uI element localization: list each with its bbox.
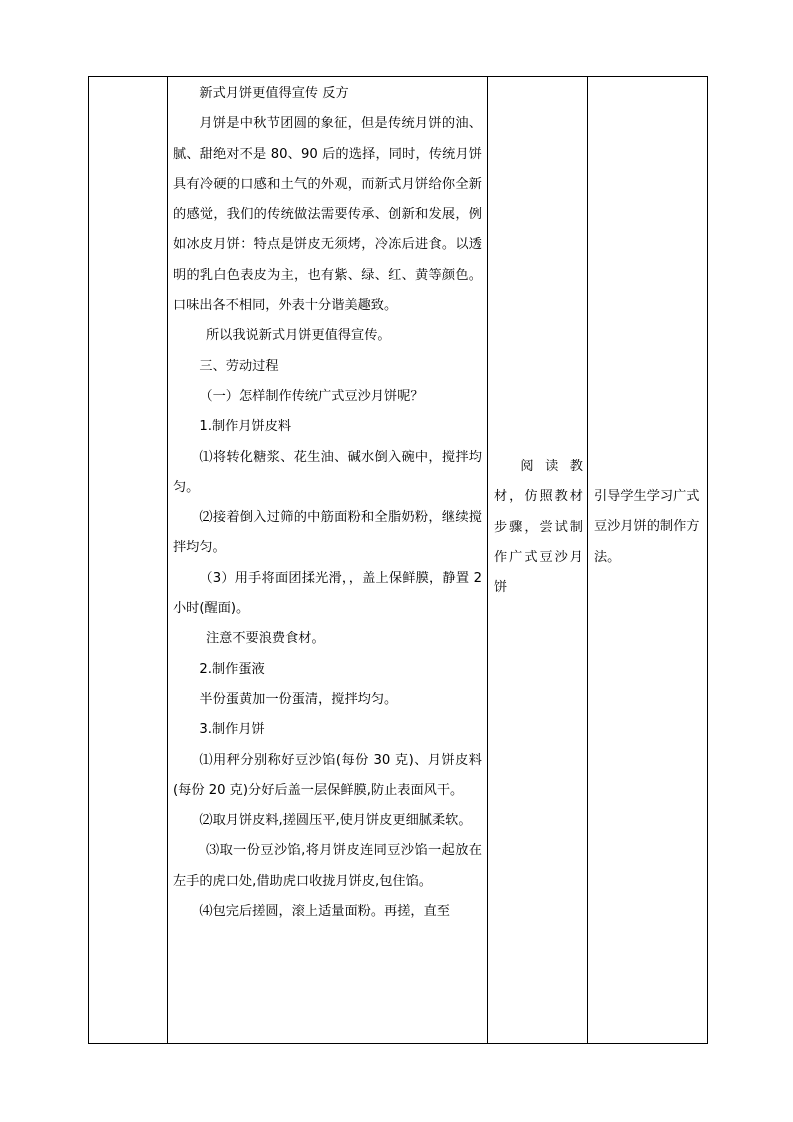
step-heading-egg-wash: 2.制作蛋液	[199, 661, 265, 677]
design-intent-text: 引导学生学习广式豆沙月饼的制作方法。	[594, 489, 700, 565]
list-item: ⑴将转化糖浆、花生油、碱水倒入碗中，搅拌均匀。	[173, 449, 482, 495]
section-heading-labor-process: 三、劳动过程	[199, 358, 279, 374]
design-intent-cell	[588, 77, 708, 1044]
list-item: 半份蛋黄加一份蛋清，搅拌均匀。	[199, 691, 398, 707]
paragraph-debate-argument: 月饼是中秋节团圆的象征，但是传统月饼的油、腻、甜绝对不是 80、90 后的选择，同时，传统月饼具有冷硬的口感和土气的外观，而新式月饼给你全新的感觉，我们的传统做法需要传承、创新和发展，例如冰皮月饼：特点是饼皮无须烤，冷冻后进食。以透明的乳白色表皮为主，也有紫、绿、红、黄等颜色。口味出各不相同，外表十分谐美趣致。	[173, 116, 482, 314]
step-heading-dough: 1.制作月饼皮料	[199, 419, 292, 435]
step-heading-make-mooncake: 3.制作月饼	[199, 722, 265, 738]
student-activity-text: 阅读教材，仿照教材步骤，尝试制作广式豆沙月饼	[494, 459, 583, 596]
paragraph-debate-heading: 新式月饼更值得宣传 反方	[199, 86, 349, 101]
note-no-waste: 注意不要浪费食材。	[206, 631, 325, 647]
list-item: ⑷包完后搓圆，滚上适量面粉。再搓，直至	[199, 904, 450, 920]
paragraph-conclusion: 所以我说新式月饼更值得宣传。	[206, 328, 391, 344]
list-item: ⑵接着倒入过筛的中筋面粉和全脂奶粉，继续搅拌均匀。	[173, 510, 482, 556]
lesson-plan-table	[88, 76, 708, 1044]
subsection-heading-how-to-make: （一）怎样制作传统广式豆沙月饼呢？	[199, 388, 424, 404]
list-item: ⑵取月饼皮料,搓圆压平,使月饼皮更细腻柔软。	[199, 813, 472, 829]
table-row	[89, 77, 708, 1044]
list-item: ⑶取一份豆沙馅,将月饼皮连同豆沙馅一起放在左手的虎口处,借助虎口收拢月饼皮,包住馅。	[173, 843, 482, 889]
list-item: （3）用手将面团揉光滑，，盖上保鲜膜，静置 2 小时(醒面)。	[173, 570, 482, 617]
student-activity-cell	[488, 77, 588, 1044]
blank-cell	[89, 77, 168, 1044]
teaching-content-cell	[168, 77, 488, 1044]
list-item: ⑴用秤分别称好豆沙馅(每份 30 克)、月饼皮料(每份 20 克)分好后盖一层保鲜膜,防止表面风干。	[173, 752, 482, 798]
